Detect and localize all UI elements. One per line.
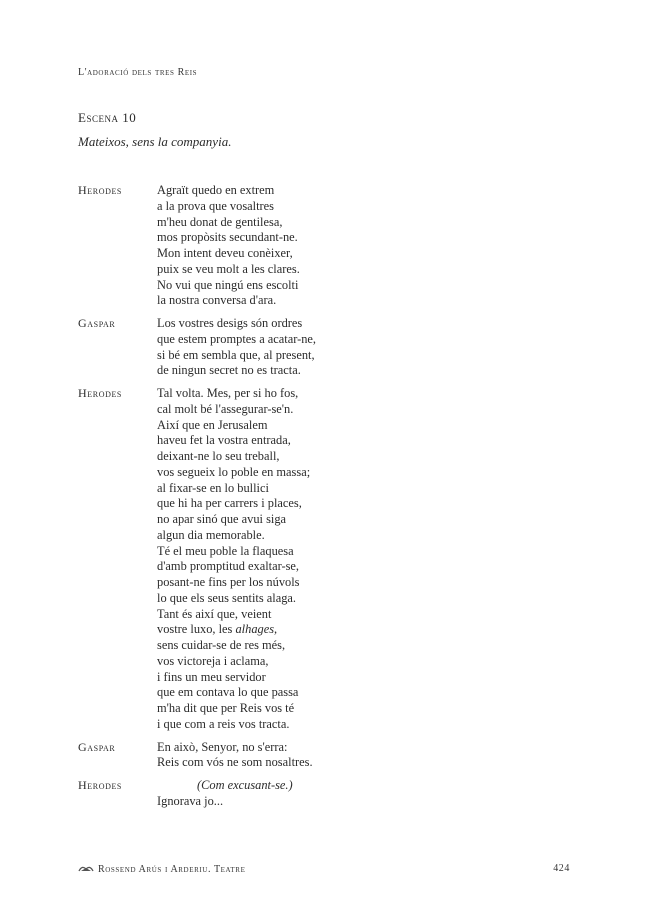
speech bbox=[78, 183, 598, 309]
scene-title: Escena 10 bbox=[78, 110, 137, 125]
verse-line: Té el meu poble la flaquesa bbox=[157, 543, 294, 558]
verse-line: vos segueix lo poble en massa; bbox=[157, 464, 311, 479]
verse-line: i fins un meu servidor bbox=[157, 669, 266, 684]
speech-lines bbox=[157, 386, 598, 733]
verse-line: posant-ne fins per los núvols bbox=[157, 575, 300, 589]
italic-word: alhages, bbox=[235, 622, 278, 637]
verse-line: que estem promptes a acatar-ne, bbox=[157, 331, 317, 346]
speech bbox=[78, 778, 598, 810]
verse-line: Així que en Jerusalem bbox=[157, 417, 268, 432]
speaker-name: Herodes bbox=[78, 778, 122, 792]
verse-line: No vui que ningú ens escolti bbox=[157, 277, 299, 292]
verse-line: Los vostres desigs són ordres bbox=[157, 316, 303, 330]
verse-line: vos victoreja i aclama, bbox=[157, 653, 269, 668]
verse-text: vostre luxo, les bbox=[157, 622, 233, 637]
verse-line: Agraït quedo en extrem bbox=[157, 183, 275, 197]
page-number: 424 bbox=[553, 863, 570, 874]
verse-line: lo que els seus sentits alaga. bbox=[157, 590, 297, 605]
verse-line: En això, Senyor, no s'erra: bbox=[157, 739, 288, 754]
footer bbox=[78, 863, 570, 876]
verse-line bbox=[157, 622, 598, 638]
verse-line: Reis com vós ne som nosaltres. bbox=[157, 755, 313, 770]
verse-line: Ignorava jo... bbox=[157, 793, 224, 808]
speech-lines bbox=[157, 778, 598, 810]
verse-line: puix se veu molt a les clares. bbox=[157, 261, 300, 276]
verse-line: al fixar-se en lo bullici bbox=[157, 480, 269, 495]
verse-line: la nostra conversa d'ara. bbox=[157, 293, 277, 308]
speech-lines bbox=[157, 740, 598, 772]
verse-line: Tant és així que, veient bbox=[157, 606, 272, 621]
verse-line: cal molt bé l'assegurar-se'n. bbox=[157, 401, 294, 416]
footer-text: Rossend Arús i Arderiu. Teatre bbox=[98, 864, 246, 875]
verse-line: d'amb promptitud exaltar-se, bbox=[157, 559, 300, 574]
verse-line: m'heu donat de gentilesa, bbox=[157, 214, 283, 229]
verse-line: a la prova que vosaltres bbox=[157, 198, 274, 213]
dialogue bbox=[78, 183, 598, 817]
verse-line: i que com a reis vos tracta. bbox=[157, 716, 290, 731]
verse-line: deixant-ne lo seu treball, bbox=[157, 449, 280, 463]
verse-line: si bé em sembla que, al present, bbox=[157, 347, 315, 362]
speech bbox=[78, 386, 598, 733]
speaker-name: Herodes bbox=[78, 183, 122, 197]
speech-lines bbox=[157, 316, 598, 379]
verse-line: no apar sinó que avui siga bbox=[157, 512, 287, 526]
verse-line: m'ha dit que per Reis vos té bbox=[157, 701, 295, 715]
speech bbox=[78, 740, 598, 772]
scene-stage-direction: Mateixos, sens la companyia. bbox=[78, 134, 232, 149]
verse-line: algun dia memorable. bbox=[157, 527, 265, 542]
book-ornament-icon bbox=[78, 863, 94, 876]
stage-direction-text: (Com excusant-se.) bbox=[197, 778, 293, 792]
verse-line: de ningun secret no es tracta. bbox=[157, 363, 301, 378]
verse-line: que hi ha per carrers i places, bbox=[157, 496, 302, 511]
speaker-name: Gaspar bbox=[78, 316, 116, 330]
speaker-name: Herodes bbox=[78, 386, 122, 400]
speech bbox=[78, 316, 598, 379]
speaker-name: Gaspar bbox=[78, 739, 116, 754]
verse-line: que em contava lo que passa bbox=[157, 685, 299, 700]
verse-line: sens cuidar-se de res més, bbox=[157, 638, 286, 652]
verse-line: Mon intent deveu conèixer, bbox=[157, 246, 293, 260]
running-head: L'adoració dels tres Reis bbox=[78, 67, 198, 78]
verse-line: mos propòsits secundant-ne. bbox=[157, 230, 298, 245]
speech-lines bbox=[157, 183, 598, 309]
inline-stage-direction bbox=[157, 778, 598, 794]
verse-line: Tal volta. Mes, per si ho fos, bbox=[157, 386, 299, 400]
verse-line: haveu fet la vostra entrada, bbox=[157, 433, 291, 448]
